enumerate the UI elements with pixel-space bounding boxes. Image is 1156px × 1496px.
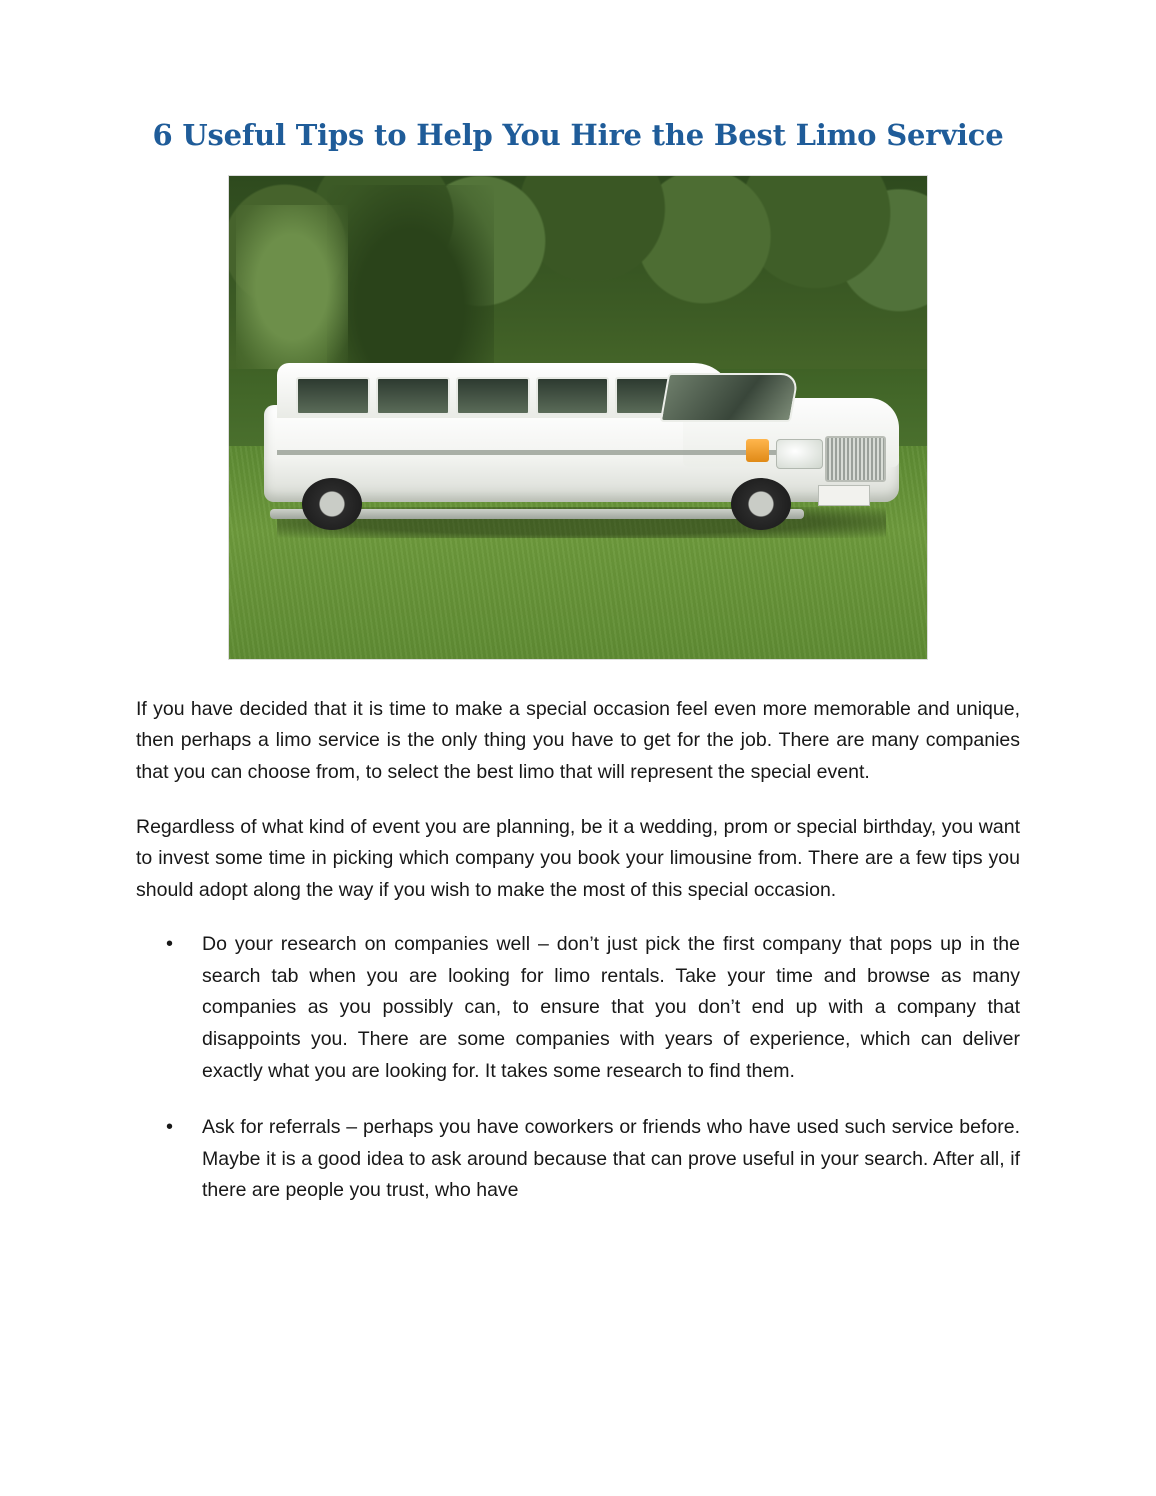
context-paragraph: Regardless of what kind of event you are planning, be it a wedding, prom or special birthday, you want to invest some time in picking which company you book your limousine from. There are a few tips you should adopt along the way if you wish to make the most of this special occasion. xyxy=(136,815,1020,901)
tips-list xyxy=(136,929,1020,1207)
article-figure xyxy=(228,175,928,660)
list-item: • Do your research on companies well – don’t just pick the first company that pops up in the search tab when you are looking for limo rentals. Take your time and browse as many companies as you possibly can, to ensure that you don’t end up with a company that disappoints you. There are some companies with years of experience, which can deliver exactly what you are looking for. It takes some research to find them. xyxy=(166,929,1020,1087)
front-wheel xyxy=(731,478,791,530)
side-window xyxy=(376,377,450,415)
front-grille xyxy=(825,436,886,482)
stretch-limousine xyxy=(264,359,899,533)
limousine-photo xyxy=(228,175,928,660)
turn-signal-light xyxy=(746,439,769,462)
headlight xyxy=(776,439,822,469)
list-item: • Ask for referrals – perhaps you have coworkers or friends who have used such service before. Maybe it is a good idea to ask around because that can prove useful in your search. After all, if there are people you trust, who have xyxy=(166,1112,1020,1207)
side-windows xyxy=(296,377,690,415)
side-window xyxy=(296,377,370,415)
intro-paragraph: If you have decided that it is time to make a special occasion feel even more memorable and unique, then perhaps a limo service is the only thing you have to get for the job. There are many companies that you can choose from, to select the best limo that will represent the special event. xyxy=(136,697,1020,783)
license-plate xyxy=(818,485,871,506)
page-title: 6 Useful Tips to Help You Hire the Best Limo Service xyxy=(152,118,1004,152)
rear-wheel xyxy=(302,478,362,530)
light-foliage-tree xyxy=(236,205,348,369)
side-window xyxy=(536,377,610,415)
body-beltline xyxy=(277,450,785,455)
windshield xyxy=(660,373,800,422)
side-window xyxy=(456,377,530,415)
